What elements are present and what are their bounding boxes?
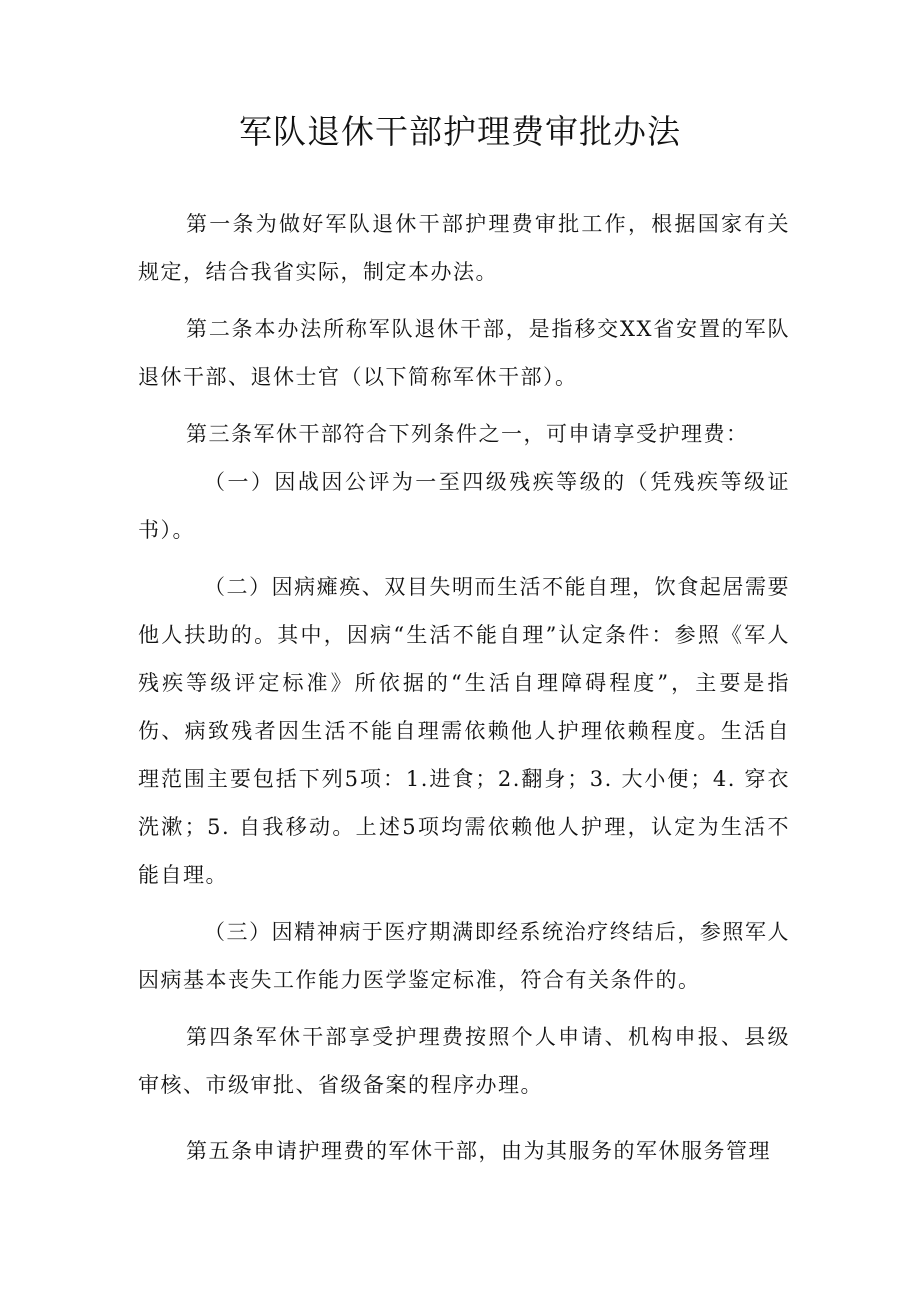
article-3-item-2: （二）因病瘫痪、双目失明而生活不能自理，饮食起居需要他人扶助的。其中，因病“生活不能自理”认定条件：参照《军人残疾等级评定标准》所依据的“生活自理障碍程度”，主要是指伤、病致残者因生活不能自理需依赖他人护理依赖程度。生活自理范围主要包括下列5项：1.进食；2.翻身；3. 大小便；4. 穿衣洗漱；5. 自我移动。上述5项均需依赖他人护理，认定为生活不能自理。 (138, 575, 790, 887)
article-3-item-1: （一）因战因公评为一至四级残疾等级的（凭残疾等级证书）。 (138, 470, 790, 542)
document-title: 军队退休干部护理费审批办法 (239, 112, 681, 151)
article-1-paragraph: 第一条为做好军队退休干部护理费审批工作，根据国家有关规定，结合我省实际，制定本办法。 (138, 212, 790, 284)
article-3-item-3: （三）因精神病于医疗期满即经系统治疗终结后，参照军人因病基本丧失工作能力医学鉴定标准，符合有关条件的。 (138, 920, 790, 992)
article-3-paragraph: 第三条军休干部符合下列条件之一，可申请享受护理费： (186, 422, 749, 446)
article-4-paragraph: 第四条军休干部享受护理费按照个人申请、机构申报、县级审核、市级审批、省级备案的程序办理。 (138, 1025, 790, 1097)
article-5-paragraph: 第五条申请护理费的军休干部，由为其服务的军休服务管理 (186, 1139, 771, 1163)
document-body (138, 200, 790, 1175)
article-2-paragraph: 第二条本办法所称军队退休干部，是指移交XX省安置的军队退休干部、退休士官（以下简称军休干部）。 (138, 317, 790, 389)
